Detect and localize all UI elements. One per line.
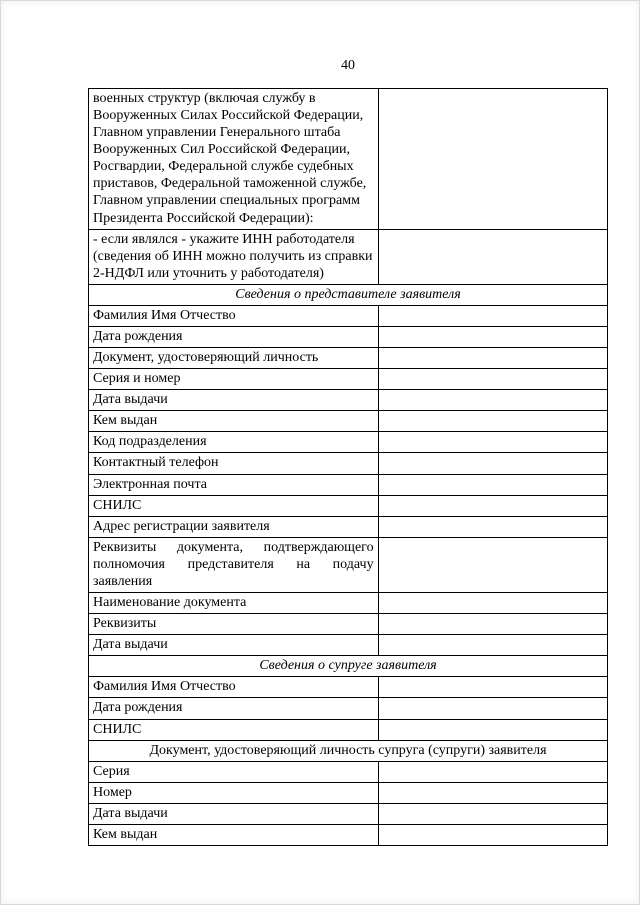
- field-label: Реквизиты: [89, 614, 379, 635]
- field-value-cell: [378, 516, 607, 537]
- field-row: [89, 537, 608, 592]
- field-row: [89, 229, 608, 284]
- field-value-cell: [378, 614, 607, 635]
- field-row: [89, 369, 608, 390]
- field-value-cell: [378, 824, 607, 845]
- field-row: [89, 495, 608, 516]
- field-label: Дата выдачи: [89, 803, 379, 824]
- field-value-cell: [378, 495, 607, 516]
- field-label: Дата рождения: [89, 327, 379, 348]
- field-label: Документ, удостоверяющий личность: [89, 348, 379, 369]
- field-value-cell: [378, 327, 607, 348]
- field-row: [89, 453, 608, 474]
- field-label: Код подразделения: [89, 432, 379, 453]
- field-row: [89, 614, 608, 635]
- field-label: Кем выдан: [89, 411, 379, 432]
- field-row: [89, 474, 608, 495]
- section-row: [89, 284, 608, 305]
- field-row: [89, 803, 608, 824]
- field-row: [89, 327, 608, 348]
- field-row: [89, 824, 608, 845]
- field-row: [89, 390, 608, 411]
- page-number: 40: [341, 58, 355, 73]
- field-label: СНИЛС: [89, 719, 379, 740]
- field-row: [89, 782, 608, 803]
- field-value-cell: [378, 369, 607, 390]
- section-row: [89, 740, 608, 761]
- field-value-cell: [378, 390, 607, 411]
- field-label: Фамилия Имя Отчество: [89, 677, 379, 698]
- field-label: Электронная почта: [89, 474, 379, 495]
- field-row: [89, 89, 608, 230]
- field-value-cell: [378, 411, 607, 432]
- field-value-cell: [378, 537, 607, 592]
- field-value-cell: [378, 635, 607, 656]
- field-label: военных структур (включая службу в Вооруженных Силах Российской Федерации, Главном управлении Генерального штаба Вооруженных Сил Российской Федерации, Росгвардии, Федеральной службе судебных приставов, Федеральной таможенной службе, Главном управлении специальных программ Президента Российской Федерации):: [89, 89, 379, 230]
- field-row: [89, 432, 608, 453]
- field-row: [89, 761, 608, 782]
- field-label: Реквизиты документа, подтверждающего полномочия представителя на подачу заявления: [89, 537, 379, 592]
- form-table: [88, 88, 608, 846]
- field-row: [89, 348, 608, 369]
- field-value-cell: [378, 348, 607, 369]
- field-label: Фамилия Имя Отчество: [89, 305, 379, 326]
- field-row: [89, 677, 608, 698]
- field-row: [89, 719, 608, 740]
- field-label: Кем выдан: [89, 824, 379, 845]
- field-value-cell: [378, 474, 607, 495]
- field-value-cell: [378, 453, 607, 474]
- field-row: [89, 305, 608, 326]
- field-value-cell: [378, 782, 607, 803]
- field-label: Серия и номер: [89, 369, 379, 390]
- field-label: Наименование документа: [89, 593, 379, 614]
- field-row: [89, 593, 608, 614]
- field-label: - если являлся - укажите ИНН работодателя (сведения об ИНН можно получить из справки 2-НДФЛ или уточнить у работодателя): [89, 229, 379, 284]
- section-title: Документ, удостоверяющий личность супруга (супруги) заявителя: [89, 740, 608, 761]
- field-value-cell: [378, 719, 607, 740]
- field-label: Контактный телефон: [89, 453, 379, 474]
- field-value-cell: [378, 432, 607, 453]
- field-value-cell: [378, 698, 607, 719]
- field-row: [89, 411, 608, 432]
- form-table-body: [89, 89, 608, 846]
- field-value-cell: [378, 761, 607, 782]
- field-label: СНИЛС: [89, 495, 379, 516]
- field-value-cell: [378, 593, 607, 614]
- field-label: Дата рождения: [89, 698, 379, 719]
- field-row: [89, 635, 608, 656]
- section-title: Сведения о супруге заявителя: [89, 656, 608, 677]
- field-value-cell: [378, 305, 607, 326]
- field-label: Серия: [89, 761, 379, 782]
- field-value-cell: [378, 803, 607, 824]
- field-value-cell: [378, 677, 607, 698]
- field-label: Дата выдачи: [89, 635, 379, 656]
- section-title: Сведения о представителе заявителя: [89, 284, 608, 305]
- field-row: [89, 516, 608, 537]
- section-row: [89, 656, 608, 677]
- field-value-cell: [378, 229, 607, 284]
- field-label: Дата выдачи: [89, 390, 379, 411]
- field-row: [89, 698, 608, 719]
- field-label: Номер: [89, 782, 379, 803]
- field-value-cell: [378, 89, 607, 230]
- field-label: Адрес регистрации заявителя: [89, 516, 379, 537]
